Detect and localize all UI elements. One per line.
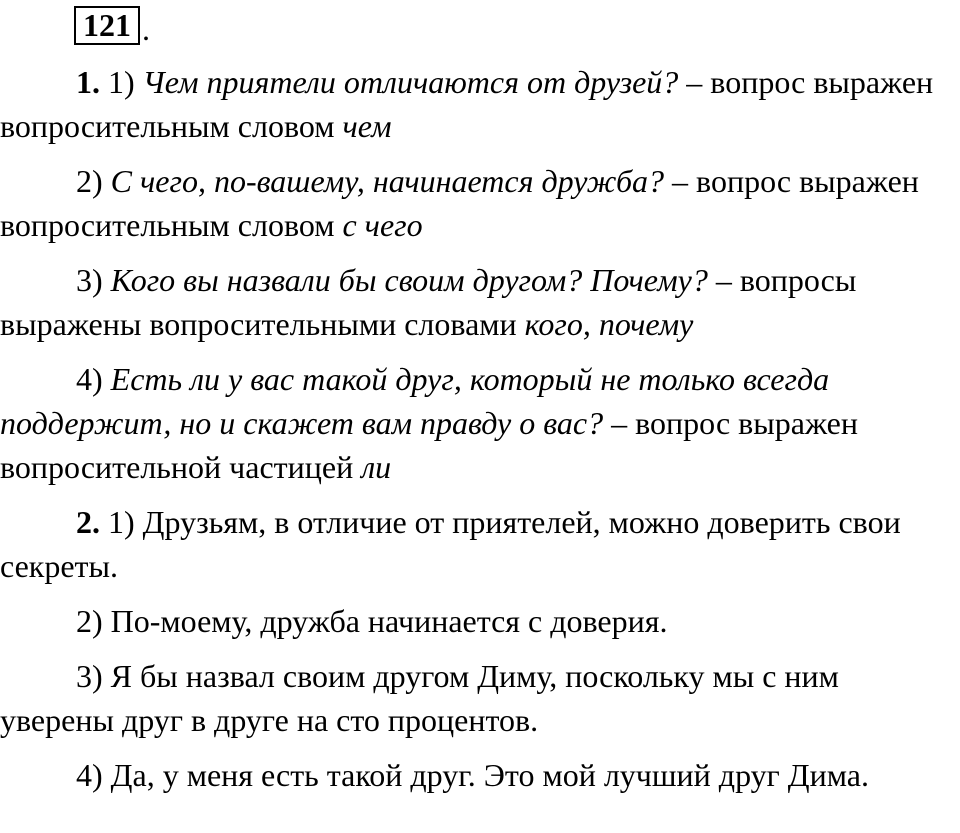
exercise-number-dot: . [142, 11, 150, 47]
part2-label: 2. [76, 504, 100, 540]
part1-item-2 [0, 159, 960, 247]
answer-text: По-моему, дружба начинается с доверия. [110, 603, 668, 639]
exercise-header [74, 6, 150, 45]
item-number: 2) [76, 603, 103, 639]
item-number: 3) [76, 658, 103, 694]
answer-text: Да, у меня есть такой друг. Это мой лучший друг Дима. [110, 757, 869, 793]
question-text: С чего, по-вашему, начинается дружба? [110, 163, 665, 199]
explanation-text: – вопросы выражены вопросительными словами [0, 262, 857, 342]
explanation-text: – вопрос выражен вопросительной частицей [0, 405, 858, 485]
item-number: 3) [76, 262, 103, 298]
part1-item-3 [0, 258, 960, 346]
part1-item-4 [0, 357, 960, 489]
question-word: чем [342, 108, 392, 144]
item-number: 1) [108, 64, 135, 100]
explanation-text: – вопрос выражен вопросительным словом [0, 163, 919, 243]
item-number: 4) [76, 361, 103, 397]
question-text: Кого вы назвали бы своим другом? Почему? [110, 262, 708, 298]
item-number: 4) [76, 757, 103, 793]
question-text: Есть ли у вас такой друг, который не только всегда поддержит, но и скажет вам правду о вас? [0, 361, 830, 441]
exercise-content [0, 60, 960, 808]
item-number: 2) [76, 163, 103, 199]
question-word: ли [361, 449, 392, 485]
answer-text: Я бы назвал своим другом Диму, поскольку мы с ним уверены друг в друге на сто процентов. [0, 658, 839, 738]
exercise-number: 121 [74, 6, 140, 45]
part2-item-2 [0, 599, 960, 643]
part2-item-3 [0, 654, 960, 742]
part2-item-4 [0, 753, 960, 797]
part1-item-1 [0, 60, 960, 148]
explanation-text: – вопрос выражен вопросительным словом [0, 64, 934, 144]
part1-label: 1. [76, 64, 100, 100]
answer-text: Друзьям, в отличие от приятелей, можно доверить свои секреты. [0, 504, 901, 584]
question-word: с чего [342, 207, 423, 243]
question-text: Чем приятели отличаются от друзей? [142, 64, 679, 100]
question-word: кого, почему [524, 306, 694, 342]
part2-item-1 [0, 500, 960, 588]
item-number: 1) [108, 504, 135, 540]
